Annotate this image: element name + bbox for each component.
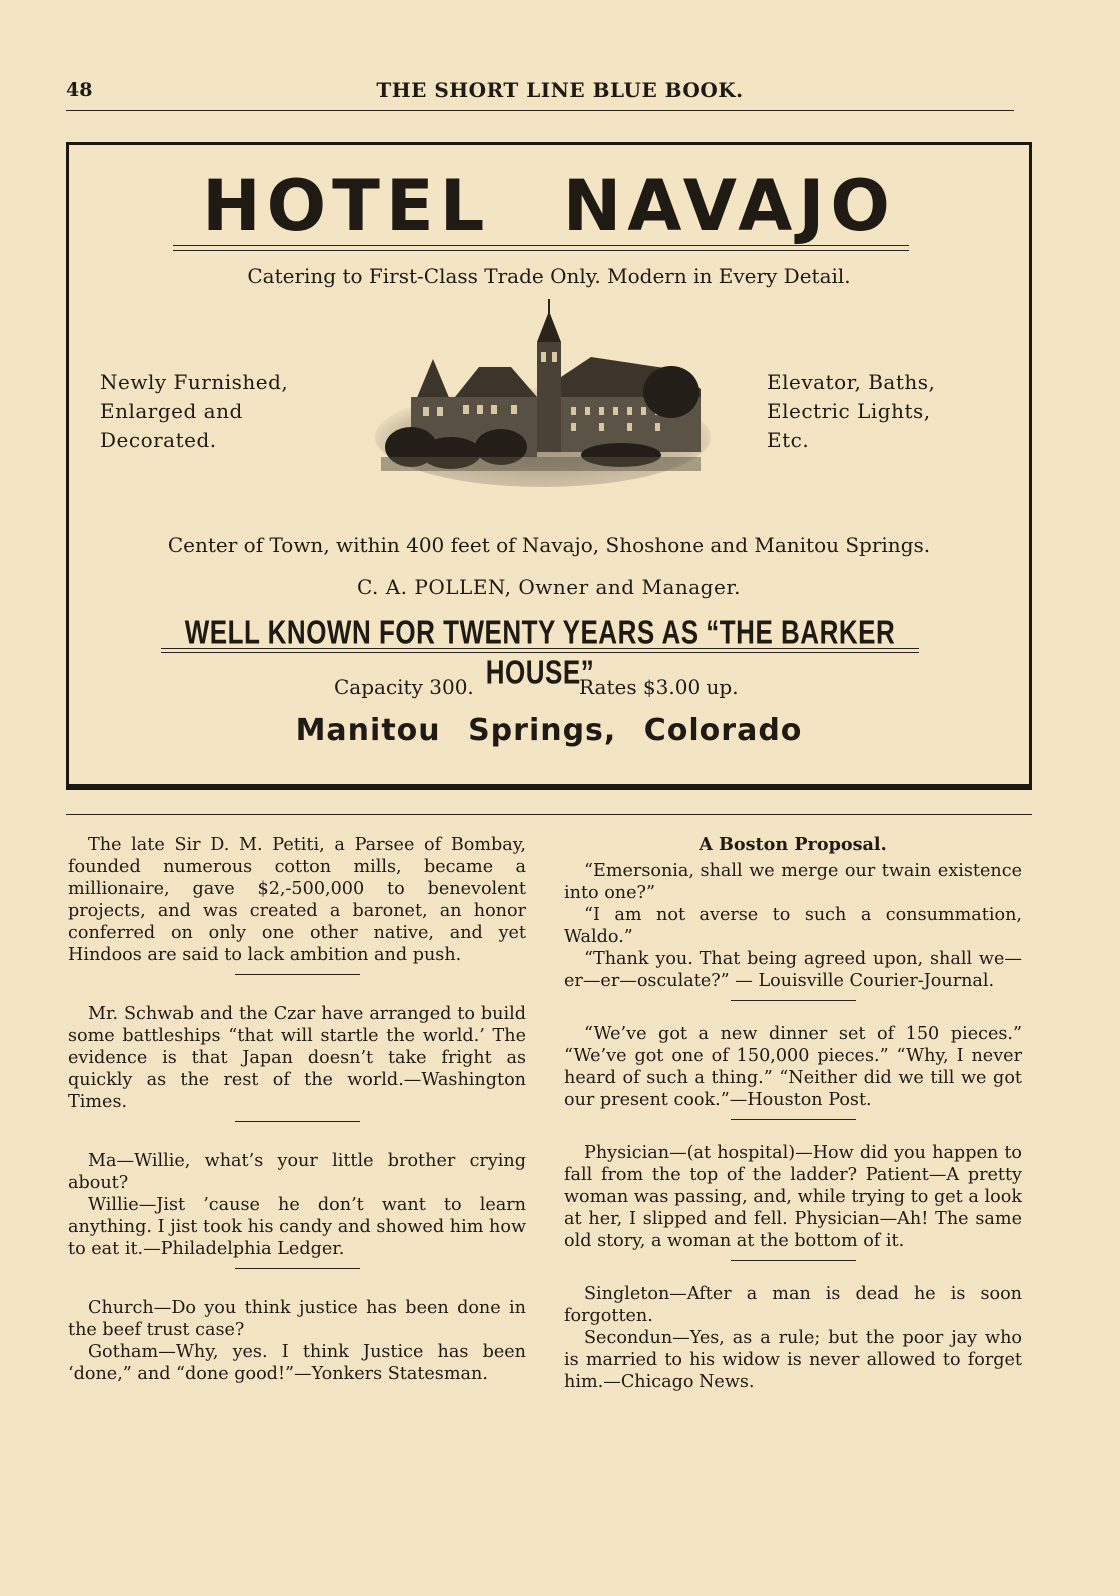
ad-features-left	[100, 368, 288, 455]
article-separator	[235, 1268, 360, 1269]
article-paragraph: Willie—Jist ’cause he don’t want to learn anything. I jist took his candy and showed him how to eat it.—Philadelphia Ledger.	[68, 1195, 526, 1259]
ad-known-as: WELL KNOWN FOR TWENTY YEARS AS “THE BARKER HOUSE”	[184, 613, 896, 692]
hotel-building-illustration	[371, 297, 711, 492]
ad-features-right	[767, 368, 935, 455]
hotel-name: HOTEL NAVAJO	[202, 165, 896, 247]
feature-line: Newly Furnished,	[100, 370, 289, 394]
ad-rates: Rates $3.00 up.	[579, 675, 739, 699]
article-paragraph: Mr. Schwab and the Czar have arranged to build some battleships “that will startle the world.’ The evidence is that Japan doesn’t take fright as quickly as the rest of the world.—Washington Times.	[68, 1004, 526, 1112]
ad-location: Center of Town, within 400 feet of Navajo, Shoshone and Manitou Springs.	[167, 533, 931, 557]
feature-line: Decorated.	[100, 428, 217, 452]
article-separator	[731, 1000, 856, 1001]
article-separator	[731, 1119, 856, 1120]
feature-line: Electric Lights,	[767, 399, 931, 423]
article-paragraph: “We’ve got a new dinner set of 150 pieces.” “We’ve got one of 150,000 pieces.” “Why, I never heard of such a thing.” “Neither did we till we got our present cook.”—Houston Post.	[564, 1024, 1022, 1110]
article-paragraph: “Emersonia, shall we merge our twain existence into one?”	[564, 861, 1022, 903]
ad-place: Manitou Springs, Colorado	[295, 713, 803, 748]
ad-owner: C. A. POLLEN, Owner and Manager.	[356, 575, 742, 599]
ad-tagline: Catering to First-Class Trade Only. Modern in Every Detail.	[247, 264, 851, 288]
article-paragraph: Singleton—After a man is dead he is soon forgotten.	[564, 1284, 1022, 1326]
article-title: A Boston Proposal.	[699, 834, 887, 855]
right-column	[564, 834, 1022, 1393]
article-paragraph: Church—Do you think justice has been done in the beef trust case?	[68, 1298, 526, 1340]
article-paragraph: Secondun—Yes, as a rule; but the poor jay who is married to his widow is never allowed to forget him.—Chicago News.	[564, 1328, 1022, 1392]
article-paragraph: Gotham—Why, yes. I think Justice has been ‘done,” and “done good!”—Yonkers Statesman.	[68, 1342, 526, 1384]
article-paragraph: Physician—(at hospital)—How did you happen to fall from the top of the ladder? Patient—A pretty woman was passing, and, while trying to get a look at her, I slipped and fell. Physician—Ah! The same old story, a woman at the bottom of it.	[564, 1143, 1022, 1251]
title-double-rule	[173, 245, 909, 251]
article-separator	[235, 1121, 360, 1122]
page-number: 48	[66, 79, 93, 101]
article-paragraph: “Thank you. That being agreed upon, shall we—er—er—osculate?” — Louisville Courier-Journal.	[564, 949, 1022, 991]
ad-capacity: Capacity 300.	[334, 675, 474, 699]
article-paragraph: Ma—Willie, what’s your little brother crying about?	[68, 1151, 526, 1193]
feature-line: Enlarged and	[100, 399, 243, 423]
known-as-rule	[161, 648, 919, 653]
left-column	[68, 834, 526, 1385]
article-paragraph: “I am not averse to such a consummation, Waldo.”	[564, 905, 1022, 947]
feature-line: Etc.	[767, 428, 810, 452]
article-separator	[235, 974, 360, 975]
running-title: THE SHORT LINE BLUE BOOK.	[376, 78, 744, 102]
article-paragraph: The late Sir D. M. Petiti, a Parsee of Bombay, founded numerous cotton mills, became a millionaire, gave $2,-500,000 to benevolent projects, and was created a baronet, an honor conferred on only one other native, and yet Hindoos are said to lack ambition and push.	[68, 835, 526, 965]
article-separator	[731, 1260, 856, 1261]
feature-line: Elevator, Baths,	[767, 370, 936, 394]
header-rule	[66, 110, 1014, 111]
section-rule	[66, 814, 1032, 815]
hotel-advertisement	[66, 142, 1032, 790]
